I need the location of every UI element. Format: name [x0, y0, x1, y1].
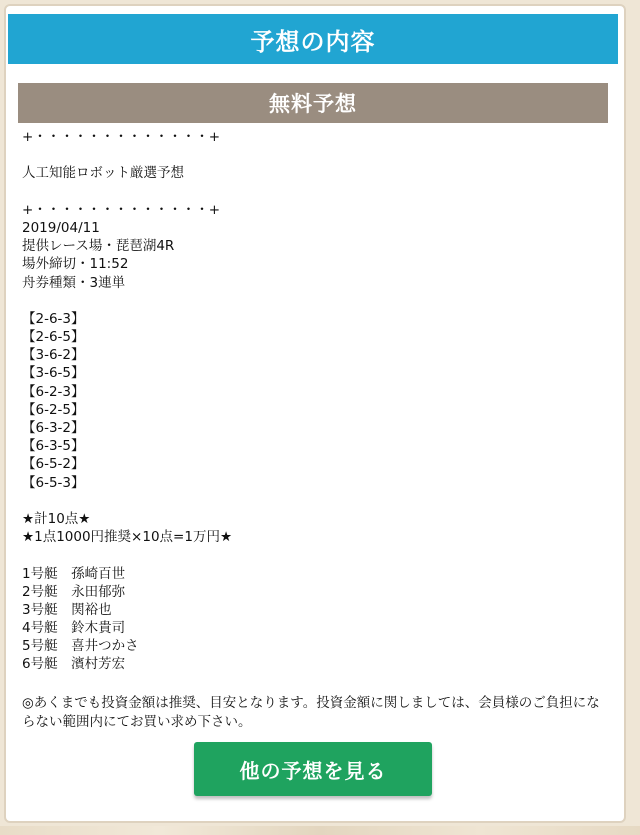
boat-racer: 4号艇 鈴木貴司	[22, 620, 126, 637]
section-header	[18, 83, 608, 123]
boat-racer: 2号艇 永田郁弥	[22, 583, 126, 600]
page-header	[8, 14, 618, 64]
boat-racer: 5号艇 喜井つかさ	[22, 638, 139, 655]
forecast-stake: ★1点1000円推奨×10点=1万円★	[22, 529, 233, 546]
combination-item: 【6-2-5】	[22, 401, 85, 418]
combination-item: 【2-6-5】	[22, 329, 85, 346]
forecast-cutoff: 場外締切・11:52	[22, 256, 129, 273]
separator-mid: +・・・・・・・・・・・・・+	[22, 201, 221, 218]
combination-item: 【6-2-3】	[22, 383, 85, 400]
forecast-date: 2019/04/11	[22, 219, 100, 236]
forecast-venue: 提供レース場・琵琶湖4R	[22, 238, 175, 255]
view-other-forecasts-button[interactable]	[194, 742, 432, 796]
combination-item: 【6-3-2】	[22, 420, 85, 436]
page-title: 予想の内容	[250, 27, 376, 56]
investment-note: ◎あくまでも投資金額は推奨、目安となります。投資金額に関しましては、会員様のご負担にならない範囲内にてお買い求め下さい。	[22, 694, 600, 730]
combination-item: 【6-5-3】	[22, 474, 85, 491]
forecast-total: ★計10点★	[22, 510, 91, 527]
combination-item: 【2-6-3】	[22, 310, 85, 327]
separator-top: +・・・・・・・・・・・・・+	[22, 129, 221, 145]
forecast-content	[22, 128, 612, 732]
forecast-bet-type: 舟券種類・3連単	[22, 274, 126, 291]
forecast-heading: 人工知能ロボット厳選予想	[22, 165, 184, 182]
section-title: 無料予想	[269, 92, 357, 116]
boat-racer: 1号艇 孫崎百世	[22, 565, 126, 582]
boat-racer: 3号艇 関裕也	[22, 601, 112, 618]
combination-item: 【3-6-5】	[22, 365, 85, 382]
combination-item: 【6-3-5】	[22, 438, 85, 455]
page-footer-background	[0, 826, 640, 835]
combination-item: 【3-6-2】	[22, 347, 85, 364]
cta-label: 他の予想を見る	[239, 758, 387, 783]
boat-racer: 6号艇 濱村芳宏	[22, 656, 126, 673]
combination-item: 【6-5-2】	[22, 456, 85, 473]
